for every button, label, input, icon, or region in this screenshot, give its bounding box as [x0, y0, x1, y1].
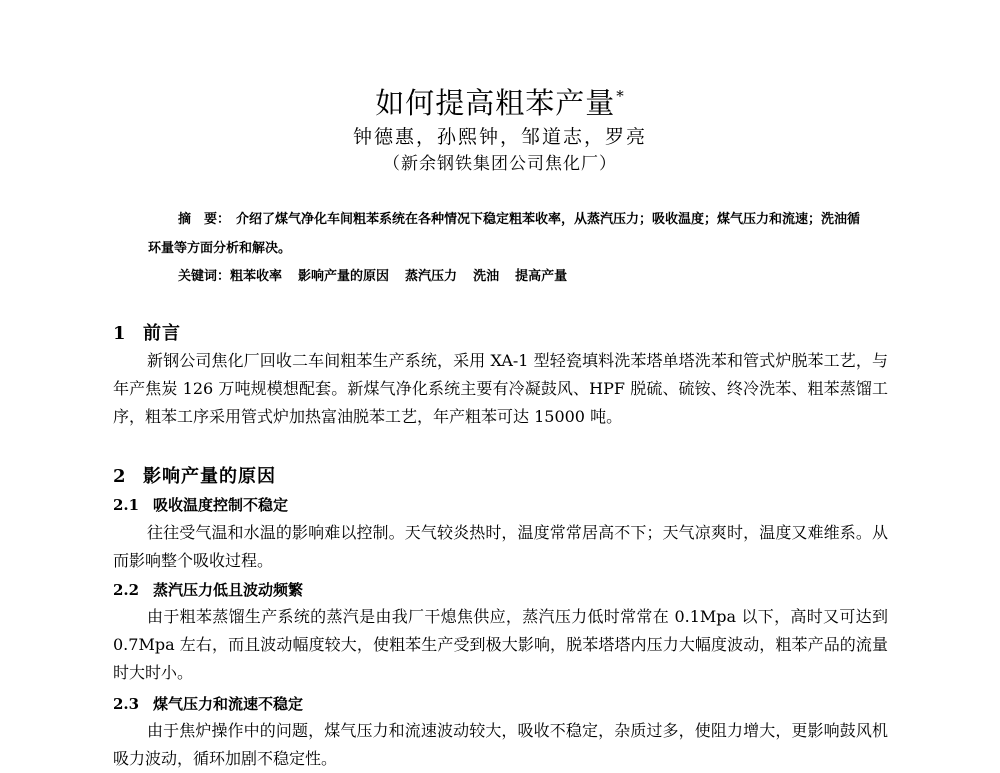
subsection-heading — [113, 578, 303, 602]
footnote-mark: * — [616, 87, 625, 105]
section-number: 1 — [113, 323, 127, 344]
subsection-heading — [113, 692, 303, 716]
paper-title: 如何提高粗苯产量* — [375, 86, 625, 120]
subsection-number: 2.2 — [113, 581, 140, 599]
subsection-number: 2.1 — [113, 496, 140, 514]
section-paragraph: 新钢公司焦化厂回收二车间粗苯生产系统，采用 XA-1 型轻瓷填料洗苯塔单塔洗苯和管式炉脱苯工艺，与年产焦炭 126 万吨规模想配套。新煤气净化系统主要有冷凝鼓风、HPF 脱硫、硫铵、终冷洗苯、粗苯蒸馏工序，粗苯工序采用管式炉加热富油脱苯工艺，年产粗苯可达 15000 吨。 — [113, 351, 888, 426]
keywords — [178, 265, 868, 289]
section-heading — [113, 321, 181, 347]
keyword: 提高产量 — [515, 269, 568, 284]
section-title: 前言 — [143, 323, 181, 344]
keyword: 蒸汽压力 — [405, 269, 458, 284]
subsection-number: 2.3 — [113, 695, 140, 713]
section-number: 2 — [113, 466, 127, 487]
affiliation: （新余钢铁集团公司焦化厂） — [383, 154, 617, 174]
section-heading — [113, 464, 276, 490]
author-list: 钟德惠，孙熙钟，邹道志，罗亮 — [352, 126, 647, 148]
subsection-title: 蒸汽压力低且波动频繁 — [153, 581, 304, 599]
abstract — [148, 205, 868, 263]
subsection-paragraph: 由于粗苯蒸馏生产系统的蒸汽是由我厂干熄焦供应，蒸汽压力低时常常在 0.1Mpa 以下，高时又可达到 0.7Mpa 左右，而且波动幅度较大，使粗苯生产受到极大影响，脱苯塔塔内压力大幅度波动，粗苯产品的流量时大时小。 — [113, 607, 888, 682]
section-title: 影响产量的原因 — [143, 466, 276, 487]
subsection-title: 煤气压力和流速不稳定 — [153, 695, 304, 713]
keyword: 影响产量的原因 — [298, 269, 390, 284]
subsection-paragraph: 往往受气温和水温的影响难以控制。天气较炎热时，温度常常居高不下；天气凉爽时，温度又难维系。从而影响整个吸收过程。 — [113, 523, 888, 570]
keyword: 洗油 — [473, 269, 500, 284]
subsection-paragraph: 由于焦炉操作中的问题，煤气压力和流速波动较大，吸收不稳定，杂质过多，使阻力增大，更影响鼓风机吸力波动，循环加剧不稳定性。 — [113, 721, 888, 768]
subsection-title: 吸收温度控制不稳定 — [153, 496, 289, 514]
subsection-heading — [113, 493, 288, 517]
keywords-label: 关键词： — [178, 269, 231, 284]
abstract-label: 摘 要： — [178, 212, 231, 227]
keyword: 粗苯收率 — [230, 269, 283, 284]
abstract-text: 介绍了煤气净化车间粗苯系统在各种情况下稳定粗苯收率，从蒸汽压力；吸收温度；煤气压力和流速；洗油循环量等方面分析和解决。 — [148, 212, 861, 256]
